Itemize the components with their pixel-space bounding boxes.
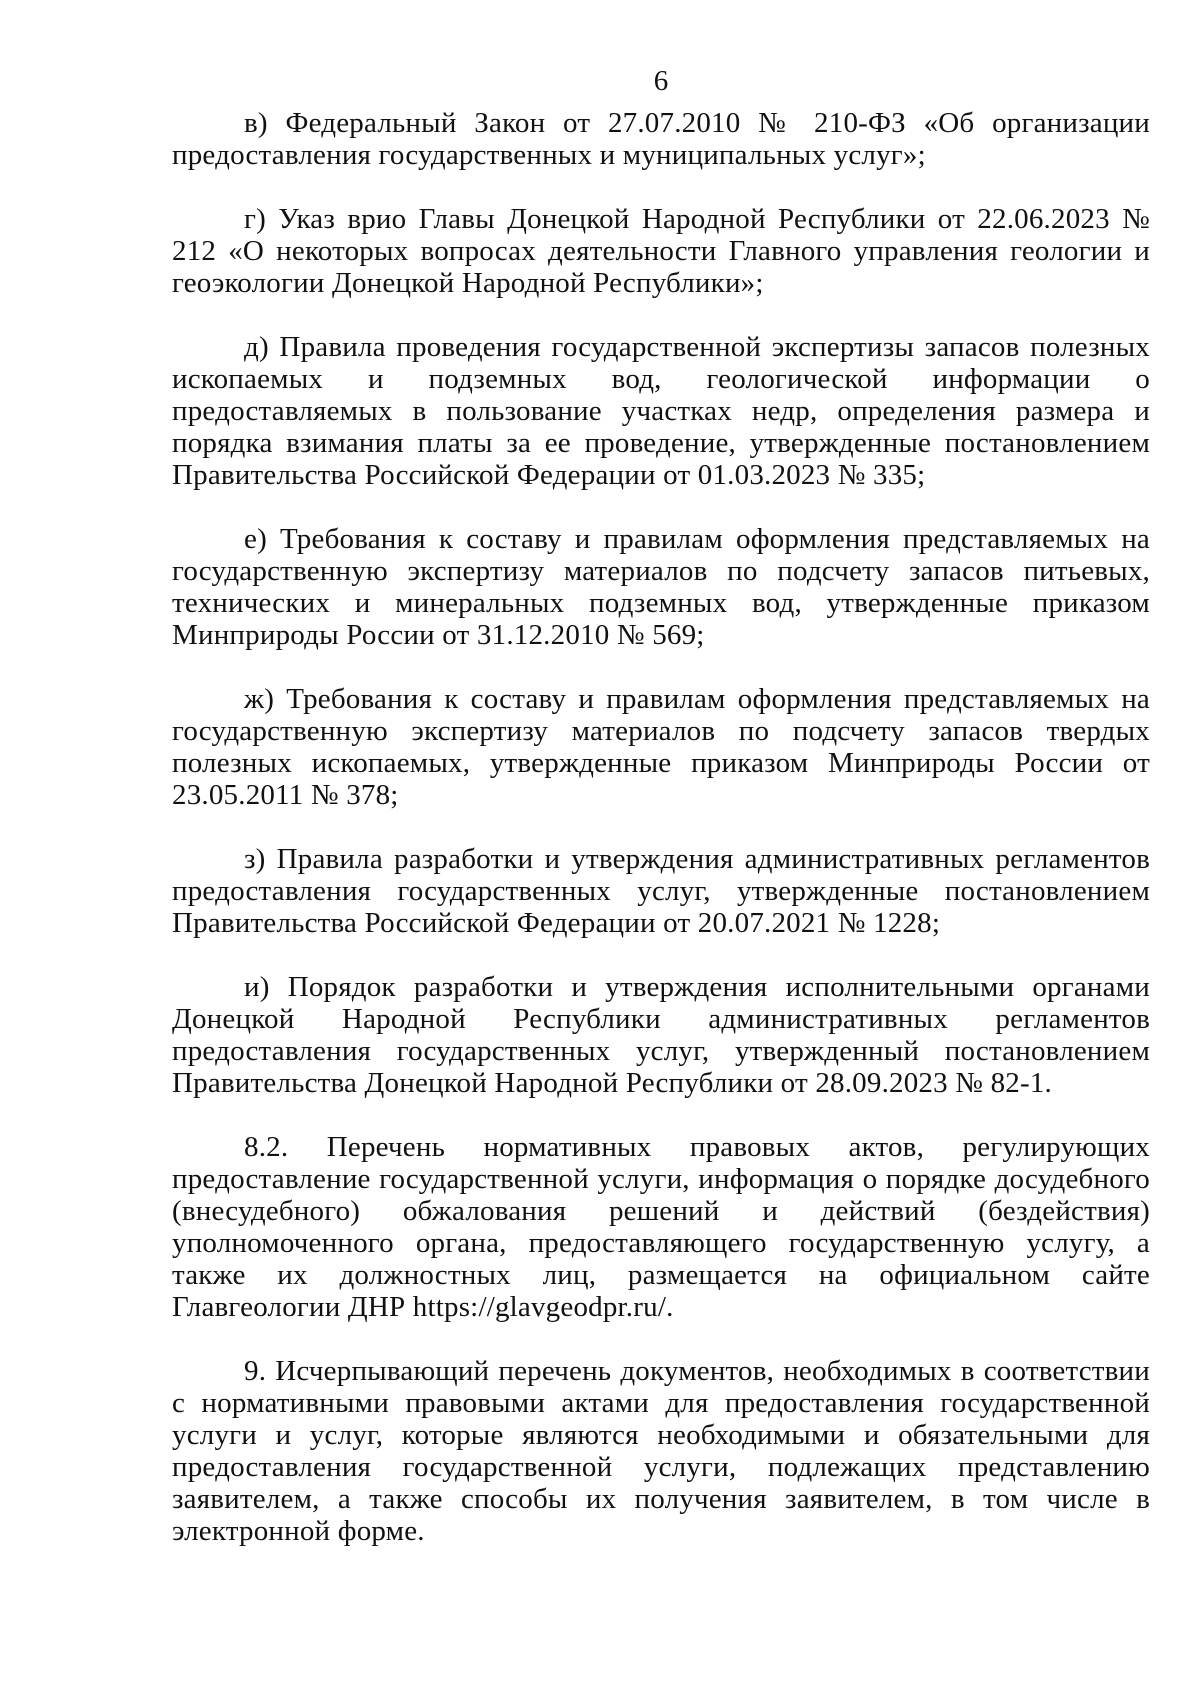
paragraph-8-2-legal-acts-list: 8.2. Перечень нормативных правовых актов, регулирующих предоставление государственной услуги, информация о порядке досудебного (внесудебного) обжалования решений и действий (бездействия) уполномоченного органа, предоставляющего государственную услугу, а также их должностных лиц, размещается на официальном сайте Главгеологии ДНР https://glavgeodpr.ru/.: [172, 1131, 1150, 1323]
paragraph-d-expertise-rules: д) Правила проведения государственной экспертизы запасов полезных ископаемых и подземных вод, геологической информации о предоставляемых в пользование участках недр, определения размера и порядка взимания платы за ее проведение, утвержденные постановлением Правительства Российской Федерации от 01.03.2023 № 335;: [172, 331, 1150, 491]
page-number: 6: [653, 65, 669, 97]
paragraph-g-decree: г) Указ врио Главы Донецкой Народной Республики от 22.06.2023 № 212 «О некоторых вопросах деятельности Главного управления геологии и геоэкологии Донецкой Народной Республики»;: [172, 203, 1150, 299]
document-page: [172, 64, 1150, 1579]
paragraph-z-regulation-rules: з) Правила разработки и утверждения административных регламентов предоставления государственных услуг, утвержденные постановлением Правительства Российской Федерации от 20.07.2021 № 1228;: [172, 843, 1150, 939]
paragraph-zh-solid-minerals-requirements: ж) Требования к составу и правилам оформления представляемых на государственную экспертизу материалов по подсчету запасов твердых полезных ископаемых, утвержденные приказом Минприроды России от 23.05.2011 № 378;: [172, 683, 1150, 811]
paragraph-e-water-requirements: е) Требования к составу и правилам оформления представляемых на государственную экспертизу материалов по подсчету запасов питьевых, технических и минеральных подземных вод, утвержденные приказом Минприроды России от 31.12.2010 № 569;: [172, 523, 1150, 651]
paragraph-i-dpr-procedure: и) Порядок разработки и утверждения исполнительными органами Донецкой Народной Республики административных регламентов предоставления государственных услуг, утвержденный постановлением Правительства Донецкой Народной Республики от 28.09.2023 № 82-1.: [172, 971, 1150, 1099]
paragraph-9-documents-list: 9. Исчерпывающий перечень документов, необходимых в соответствии с нормативными правовыми актами для предоставления государственной услуги и услуг, которые являются необходимыми и обязательными для предоставления государственной услуги, подлежащих представлению заявителем, а также способы их получения заявителем, в том числе в электронной форме.: [172, 1355, 1150, 1547]
paragraph-v-federal-law: в) Федеральный Закон от 27.07.2010 № 210-ФЗ «Об организации предоставления государственных и муниципальных услуг»;: [172, 107, 1150, 171]
